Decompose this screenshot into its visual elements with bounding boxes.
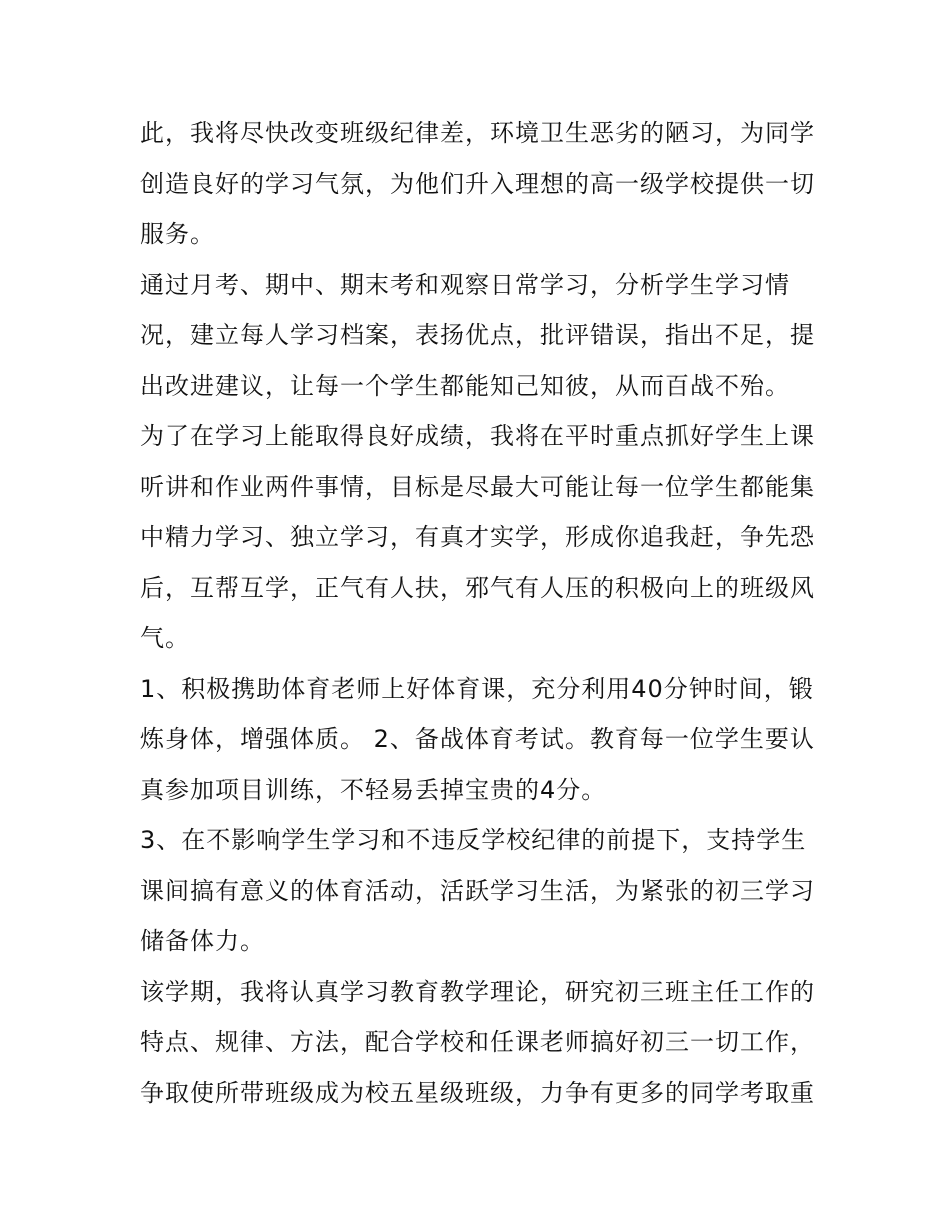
paragraph-6 (140, 967, 815, 1119)
text-line: 特点、规律、方法，配合学校和任课老师搞好初三一切工作， (140, 1028, 815, 1056)
text-line: 出改进建议，让每一个学生都能知己知彼，从而百战不殆。 (140, 371, 790, 400)
text-line: 通过月考、期中、期末考和观察日常学习，分析学生学习情 (140, 270, 790, 299)
text-line: 3、在不影响学生学习和不违反学校纪律的前提下，支持学生 (140, 826, 807, 854)
text-line: 此，我将尽快改变班级纪律差，环境卫生恶劣的陋习，为同学 (140, 119, 815, 147)
text-line: 中精力学习、独立学习，有真才实学，形成你追我赶，争先恐 (140, 523, 815, 551)
text-line: 创造良好的学习气氛，为他们升入理想的高一级学校提供一切 (140, 169, 815, 198)
document-body (140, 108, 815, 1118)
text-line: 气。 (140, 624, 190, 652)
text-line: 服务。 (140, 220, 215, 248)
text-line: 课间搞有意义的体育活动，活跃学习生活，为紧张的初三学习 (140, 876, 815, 905)
text-line: 争取使所带班级成为校五星级班级，力争有更多的同学考取重 (140, 1078, 815, 1107)
text-line: 该学期，我将认真学习教育教学理论，研究初三班主任工作的 (140, 977, 815, 1006)
text-line: 1、积极携助体育老师上好体育课，充分利用40分钟时间，锻 (140, 674, 814, 703)
text-line: 炼身体，增强体质。 2、备战体育考试。教育每一位学生要认 (140, 725, 815, 753)
text-line: 真参加项目训练，不轻易丢掉宝贵的4分。 (140, 775, 607, 804)
text-line: 听讲和作业两件事情，目标是尽最大可能让每一位学生都能集 (140, 472, 815, 501)
paragraph-4 (140, 664, 815, 816)
paragraph-5 (140, 815, 815, 967)
paragraph-3 (140, 411, 815, 664)
paragraph-1 (140, 108, 815, 260)
text-line: 为了在学习上能取得良好成绩，我将在平时重点抓好学生上课 (140, 422, 815, 450)
text-line: 后，互帮互学，正气有人扶，邪气有人压的积极向上的班级风 (140, 573, 815, 602)
paragraph-2 (140, 260, 815, 412)
text-line: 储备体力。 (140, 927, 265, 955)
text-line: 况，建立每人学习档案，表扬优点，批评错误，指出不足，提 (140, 321, 815, 349)
